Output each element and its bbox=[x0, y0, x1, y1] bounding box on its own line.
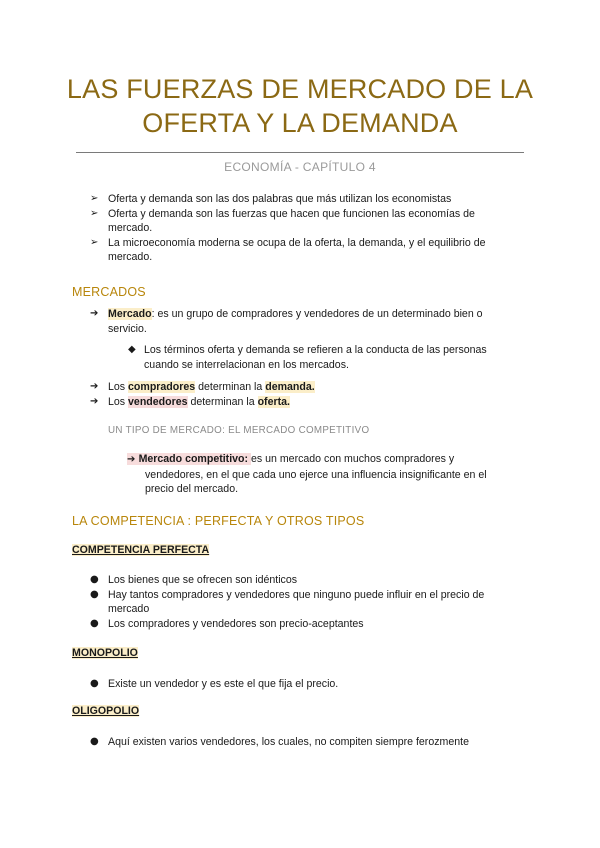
term-compradores: compradores bbox=[128, 381, 196, 393]
dot-bullet-icon: ● bbox=[90, 678, 99, 689]
intro-bullet-list bbox=[90, 192, 520, 265]
list-item: ● Aquí existen varios vendedores, los cuales, no compiten siempre ferozmente bbox=[90, 736, 469, 748]
dot-bullet-icon: ● bbox=[90, 588, 99, 600]
list-item: ● Hay tantos compradores y vendedores que ninguno puede influir en el precio de mercado bbox=[90, 588, 485, 615]
list-item: ➢ Oferta y demanda son las fuerzas que hacen que funcionen las economías de mercado. bbox=[90, 207, 475, 234]
arrow-bullet-icon: ➔ bbox=[90, 395, 99, 407]
document-subtitle: ECONOMÍA - CAPÍTULO 4 bbox=[224, 160, 376, 174]
mercado-competitivo-definition: ➔ Mercado competitivo: es un mercado con muchos compradores y vendedores, en el que cada uno ejerce una influencia insignificante en el precio del mercado. bbox=[127, 453, 487, 495]
list-item: ● Los bienes que se ofrecen son idénticos bbox=[90, 574, 298, 586]
buyers-sellers-list bbox=[90, 380, 520, 409]
list-item: ◆ Los términos oferta y demanda se refieren a la conducta de las personas cuando se interrelacionan en los mercados. bbox=[128, 344, 487, 371]
section-heading-competencia: LA COMPETENCIA : PERFECTA Y OTROS TIPOS bbox=[72, 514, 365, 528]
term-vendedores: vendedores bbox=[128, 395, 188, 408]
list-item: ● Los compradores y vendedores son precio-aceptantes bbox=[90, 617, 364, 630]
monopolio-list bbox=[90, 677, 510, 692]
heading-monopolio: MONOPOLIO bbox=[72, 647, 138, 659]
dot-bullet-icon: ● bbox=[90, 736, 99, 747]
list-item: ➢ La microeconomía moderna se ocupa de la oferta, la demanda, y el equilibrio de mercado. bbox=[90, 236, 486, 263]
arrowhead-bullet-icon: ➢ bbox=[90, 207, 99, 219]
arrow-bullet-icon: ➔ bbox=[90, 381, 99, 392]
term-mercado-competitivo: Mercado competitivo: bbox=[138, 453, 251, 465]
dot-bullet-icon: ● bbox=[90, 617, 99, 629]
subheading-mercado-competitivo: UN TIPO DE MERCADO: EL MERCADO COMPETITIVO bbox=[108, 425, 370, 436]
arrowhead-bullet-icon: ➢ bbox=[90, 236, 99, 248]
section-heading-mercados: MERCADOS bbox=[72, 285, 146, 299]
oligopolio-list bbox=[90, 735, 510, 750]
list-item: ● Existe un vendedor y es este el que fija el precio. bbox=[90, 678, 339, 690]
competencia-perfecta-list bbox=[90, 573, 510, 631]
list-item: ➢ Oferta y demanda son las dos palabras que más utilizan los economistas bbox=[90, 193, 452, 205]
term-oferta: oferta. bbox=[257, 395, 290, 408]
title-line-2: OFERTA Y LA DEMANDA bbox=[142, 108, 458, 138]
term-mercado: Mercado bbox=[108, 308, 152, 320]
title-line-1: LAS FUERZAS DE MERCADO DE LA bbox=[66, 74, 534, 104]
diamond-bullet-icon: ◆ bbox=[128, 344, 136, 355]
list-item: ➔ Los compradores determinan la demanda. bbox=[90, 381, 315, 393]
arrow-bullet-icon: ➔ bbox=[90, 308, 99, 319]
document-title bbox=[0, 72, 600, 140]
heading-oligopolio: OLIGOPOLIO bbox=[72, 705, 140, 717]
title-divider bbox=[76, 152, 524, 153]
dot-bullet-icon: ● bbox=[90, 574, 99, 585]
arrow-bullet-icon: ➔ bbox=[127, 454, 139, 465]
list-item: ➔ Los vendedores determinan la oferta. bbox=[90, 395, 290, 408]
term-demanda: demanda. bbox=[265, 381, 315, 393]
mercado-definition: ➔ Mercado: es un grupo de compradores y vendedores de un determinado bien o servicio. ◆ Los términos oferta y demanda se refieren a la conducta de las personas cuando se interrelacionan en los mercados. bbox=[90, 307, 520, 372]
competitive-term-highlight bbox=[127, 453, 251, 465]
heading-competencia-perfecta: COMPETENCIA PERFECTA bbox=[72, 544, 210, 556]
arrowhead-bullet-icon: ➢ bbox=[90, 193, 99, 204]
